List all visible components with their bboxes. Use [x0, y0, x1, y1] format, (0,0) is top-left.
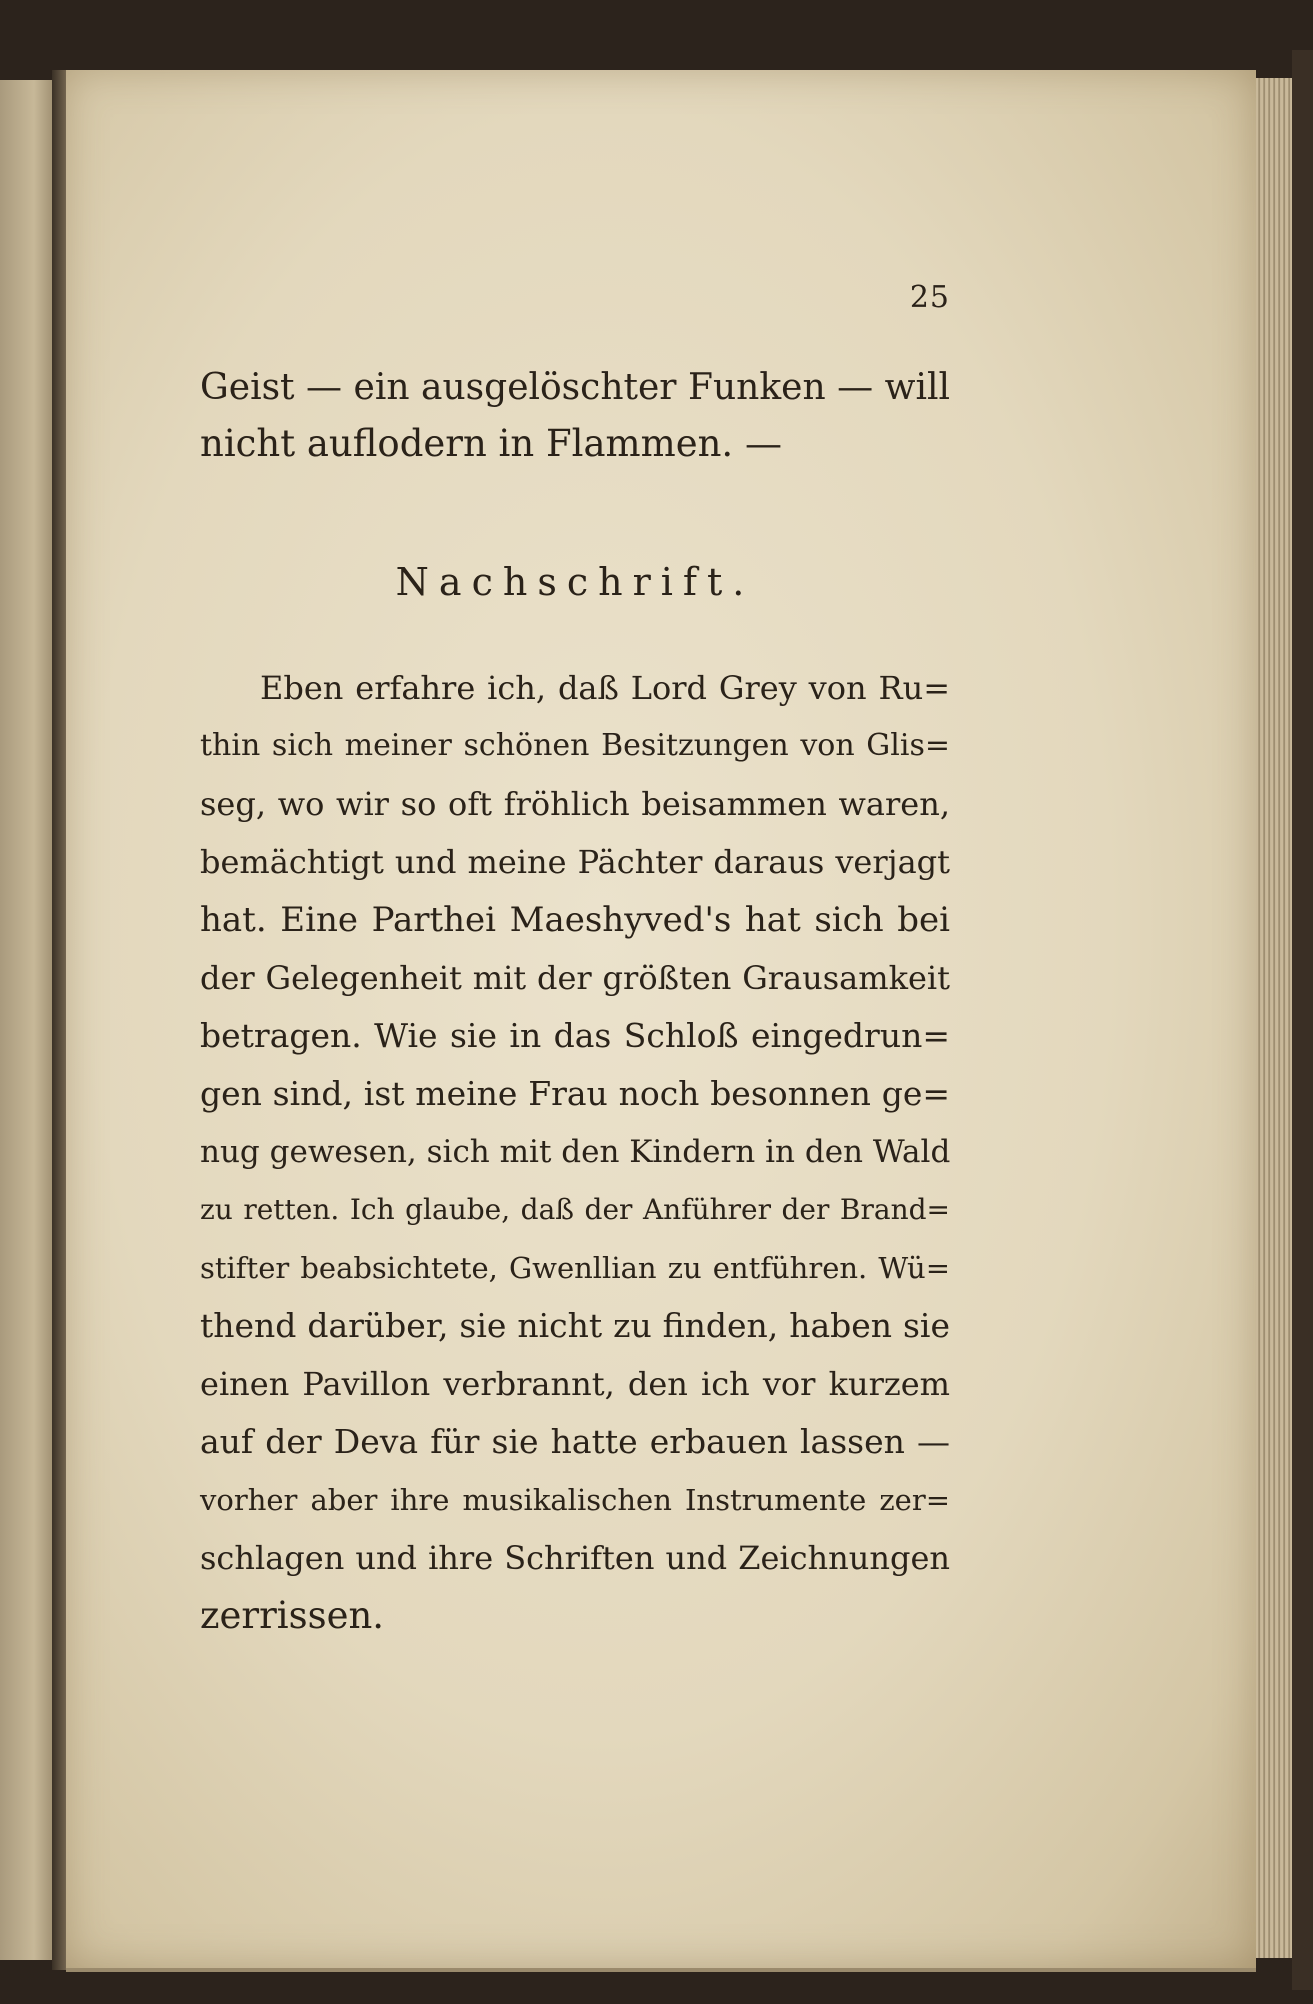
text-line: hat. Eine Parthei Maeshyved's hat sich bei: [200, 900, 950, 940]
text-line: vorher aber ihre musikalischen Instrumente zer=: [200, 1483, 950, 1517]
cover-edge: [1292, 50, 1313, 1990]
text-line: nug gewesen, sich mit den Kindern in den Wald: [200, 1134, 951, 1170]
text-line: thin sich meiner schönen Besitzungen von Glis=: [200, 728, 950, 763]
text-line: einen Pavillon verbrannt, den ich vor kurzem: [200, 1365, 950, 1403]
text-line: der Gelegenheit mit der größten Grausamkeit: [200, 959, 950, 997]
text-line: stifter beabsichtete, Gwenllian zu entführen. Wü=: [200, 1251, 950, 1285]
text-line: seg, wo wir so oft fröhlich beisammen waren,: [200, 785, 950, 823]
text-line: schlagen und ihre Schriften und Zeichnungen: [200, 1539, 950, 1577]
text-line: gen sind, ist meine Frau noch besonnen ge=: [200, 1074, 950, 1113]
text-line: bemächtigt und meine Pächter daraus verjagt: [200, 843, 950, 881]
text-line: auf der Deva für sie hatte erbauen lassen —: [200, 1422, 950, 1461]
section-heading: Nachschrift.: [395, 560, 755, 604]
text-line: thend darüber, sie nicht zu finden, haben sie: [200, 1306, 950, 1345]
page-number: 25: [909, 280, 950, 315]
text-line: nicht auflodern in Flammen. —: [200, 422, 782, 465]
text-line: Eben erfahre ich, daß Lord Grey von Ru=: [260, 669, 950, 707]
text-line: zu retten. Ich glaube, daß der Anführer der Brand=: [200, 1193, 950, 1226]
text-line: betragen. Wie sie in das Schloß eingedrun=: [200, 1016, 950, 1055]
page-fore-edge: [1256, 78, 1296, 1958]
text-line: Geist — ein ausgelöschter Funken — will: [200, 367, 950, 408]
text-line: zerrissen.: [200, 1594, 385, 1637]
